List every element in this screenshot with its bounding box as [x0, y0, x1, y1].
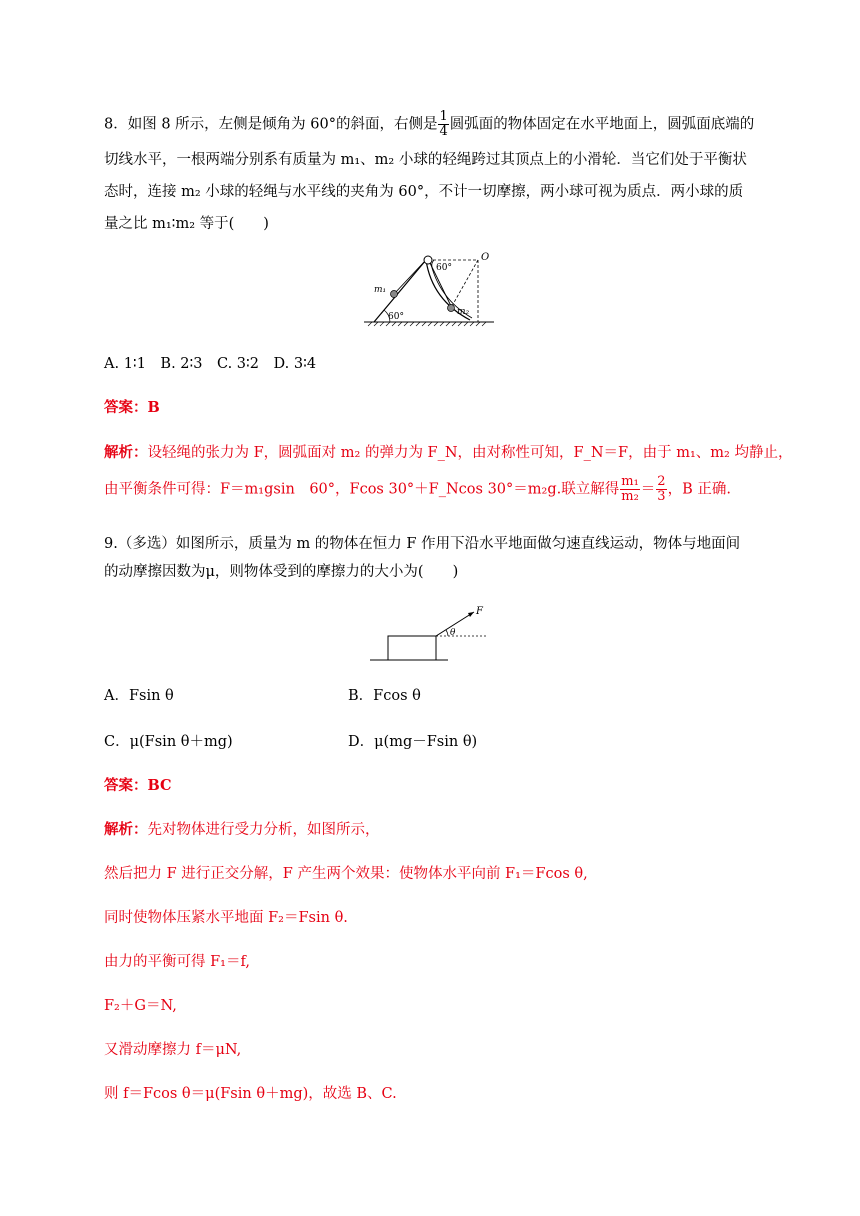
incline-arc-figure [360, 248, 500, 328]
q9-option-a: A．Fsin θ [104, 688, 174, 704]
angle-label-bottom: 60° [388, 312, 404, 322]
ground-hatch [368, 322, 486, 326]
q9-option-c: C．μ(Fsin θ＋mg) [104, 734, 233, 750]
block [388, 636, 436, 660]
pulley-icon [424, 256, 432, 264]
ball-m2 [448, 305, 455, 312]
q9-analysis-line-5: F₂＋G＝N, [104, 998, 177, 1014]
q9-analysis-line-4: 由力的平衡可得 F₁＝f, [104, 954, 250, 970]
q9-option-d: D．μ(mg－Fsin θ) [348, 734, 478, 750]
ball-m1 [391, 291, 398, 298]
q9-analysis-line-2: 然后把力 F 进行正交分解，F 产生两个效果：使物体水平向前 F₁＝Fcos θ, [104, 866, 588, 882]
q8-line-3: 态时，连接 m₂ 小球的轻绳与水平线的夹角为 60°，不计一切摩擦，两小球可视为质点．两小球的质 [104, 184, 744, 200]
q9-line-1: 9.（多选）如图所示，质量为 m 的物体在恒力 F 作用下沿水平地面做匀速直线运动，物体与地面间 [104, 536, 741, 552]
q8-text-1b: 圆弧面的物体固定在水平地面上，圆弧面底端的 [449, 116, 755, 133]
theta-label: θ [450, 628, 456, 638]
q9-analysis-line-3: 同时使物体压紧水平地面 F₂＝Fsin θ. [104, 910, 348, 926]
q8-line-4: 量之比 m₁∶m₂ 等于( ) [104, 216, 269, 232]
q8-text-1a: 8．如图 8 所示，左侧是倾角为 60°的斜面，右侧是 [104, 116, 438, 133]
result-fraction: $\frac{2}{3}$ [657, 474, 666, 504]
q8-line-2: 切线水平，一根两端分别系有质量为 m₁、m₂ 小球的轻绳跨过其顶点上的小滑轮．当它们处于平衡状 [104, 152, 747, 168]
block-force-figure [370, 600, 490, 664]
q8-options: A. 1∶1 B. 2∶3 C. 3∶2 D. 3∶4 [104, 356, 317, 372]
m2-label: m₂ [457, 307, 470, 317]
quarter-fraction: $\frac{1}{4}$ [439, 109, 448, 139]
q9-answer: 答案：BC [104, 777, 172, 794]
q9-line-2: 的动摩擦因数为μ，则物体受到的摩擦力的大小为( ) [104, 564, 459, 580]
mass-ratio-fraction: $\frac{\text{m₁}}{\text{m₂}}$ [621, 474, 639, 504]
q8-analysis-line-1: 解析：设轻绳的张力为 F，圆弧面对 m₂ 的弹力为 F_N，由对称性可知，F_N＝F，由于 m₁、m₂ 均静止， [104, 444, 793, 461]
q8-analysis-line-2: 由平衡条件可得：F＝m₁gsin 60°，Fcos 30°＋F_Ncos 30°＝m₂g.联立解得 $\frac{\text{m₁}}{\text{m₂}}$ ＝ $\frac{2}{3}$ ，B 正确. [104, 474, 731, 504]
m1-label: m₁ [374, 285, 387, 295]
q8-line-1 [104, 110, 754, 139]
q9-analysis-line-7: 则 f＝Fcos θ＝μ(Fsin θ＋mg)，故选 B、C. [104, 1086, 397, 1102]
q8-answer: 答案：B [104, 399, 160, 416]
angle-label-top: 60° [436, 263, 452, 273]
point-o-label: O [481, 252, 490, 263]
force-label: F [476, 606, 483, 617]
q9-option-b: B．Fcos θ [348, 688, 421, 704]
q9-analysis-line-6: 又滑动摩擦力 f＝μN, [104, 1042, 242, 1058]
rope-m1 [394, 262, 424, 294]
q9-analysis-line-1: 解析：先对物体进行受力分析，如图所示， [104, 821, 380, 838]
